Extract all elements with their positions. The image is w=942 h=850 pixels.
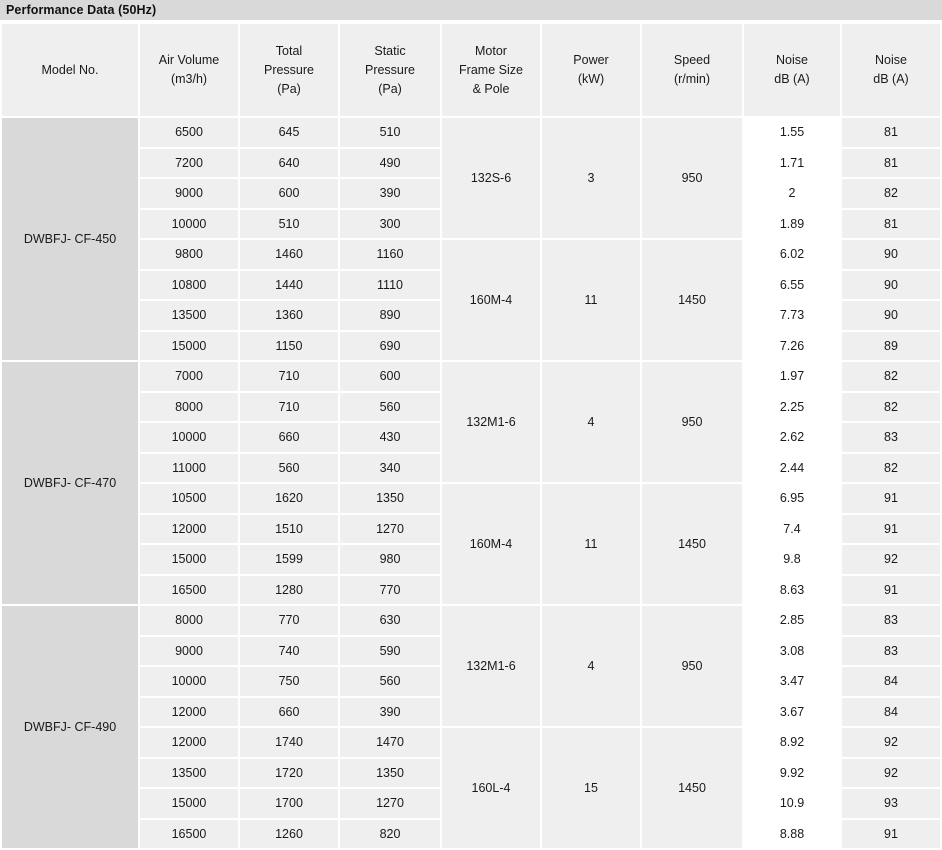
speed-cell: 950 <box>641 117 743 239</box>
table-header <box>1 23 941 117</box>
air-cell: 10800 <box>139 270 239 301</box>
air-cell: 15000 <box>139 331 239 362</box>
static-cell: 430 <box>339 422 441 453</box>
column-header-line: Air Volume <box>158 53 220 67</box>
static-cell: 600 <box>339 361 441 392</box>
table-row <box>1 117 941 148</box>
noise2-cell: 82 <box>841 178 941 209</box>
total-cell: 710 <box>239 392 339 423</box>
noise1-cell: 6.02 <box>743 239 841 270</box>
noise2-cell: 91 <box>841 514 941 545</box>
noise2-cell: 82 <box>841 361 941 392</box>
static-cell: 1110 <box>339 270 441 301</box>
air-cell: 11000 <box>139 453 239 484</box>
column-header-line: (m3/h) <box>170 72 208 86</box>
column-header-line: Pressure <box>263 62 315 77</box>
total-cell: 770 <box>239 605 339 636</box>
noise2-cell: 83 <box>841 636 941 667</box>
noise2-cell: 90 <box>841 300 941 331</box>
static-cell: 390 <box>339 697 441 728</box>
speed-cell: 1450 <box>641 239 743 361</box>
column-header-2 <box>239 23 339 117</box>
noise1-cell: 2.62 <box>743 422 841 453</box>
speed-cell: 1450 <box>641 483 743 605</box>
static-cell: 560 <box>339 392 441 423</box>
motor-frame-cell: 160M-4 <box>441 483 541 605</box>
air-cell: 9000 <box>139 178 239 209</box>
air-cell: 6500 <box>139 117 239 148</box>
noise2-cell: 81 <box>841 117 941 148</box>
air-cell: 13500 <box>139 758 239 789</box>
total-cell: 1720 <box>239 758 339 789</box>
noise1-cell: 8.92 <box>743 727 841 758</box>
column-header-line: dB (A) <box>873 72 909 86</box>
total-cell: 1460 <box>239 239 339 270</box>
static-cell: 1350 <box>339 758 441 789</box>
static-cell: 980 <box>339 544 441 575</box>
sheet-title-bar <box>0 0 942 22</box>
noise2-cell: 81 <box>841 209 941 240</box>
noise1-cell: 8.63 <box>743 575 841 606</box>
column-header-line: Power <box>573 53 609 67</box>
total-cell: 1260 <box>239 819 339 850</box>
motor-frame-cell: 132M1-6 <box>441 361 541 483</box>
air-cell: 10000 <box>139 666 239 697</box>
air-cell: 7200 <box>139 148 239 179</box>
column-header-line: dB (A) <box>774 72 810 86</box>
total-cell: 510 <box>239 209 339 240</box>
table-row <box>1 727 941 758</box>
table-row <box>1 239 941 270</box>
noise1-cell: 3.08 <box>743 636 841 667</box>
noise1-cell: 1.55 <box>743 117 841 148</box>
total-cell: 660 <box>239 422 339 453</box>
noise2-cell: 90 <box>841 239 941 270</box>
static-cell: 560 <box>339 666 441 697</box>
total-cell: 640 <box>239 148 339 179</box>
static-cell: 510 <box>339 117 441 148</box>
table-row <box>1 483 941 514</box>
static-cell: 340 <box>339 453 441 484</box>
air-cell: 8000 <box>139 605 239 636</box>
power-cell: 15 <box>541 727 641 849</box>
column-header-line: Speed <box>673 53 711 67</box>
table-row <box>1 361 941 392</box>
noise1-cell: 6.95 <box>743 483 841 514</box>
column-header-7 <box>743 23 841 117</box>
column-header-0 <box>1 23 139 117</box>
speed-cell: 950 <box>641 361 743 483</box>
power-cell: 3 <box>541 117 641 239</box>
model-name-cell: DWBFJ- CF-470 <box>1 361 139 605</box>
total-cell: 1360 <box>239 300 339 331</box>
noise2-cell: 92 <box>841 758 941 789</box>
total-cell: 1440 <box>239 270 339 301</box>
total-cell: 560 <box>239 453 339 484</box>
column-header-8 <box>841 23 941 117</box>
noise2-cell: 82 <box>841 453 941 484</box>
column-header-line: (r/min) <box>673 72 711 86</box>
air-cell: 13500 <box>139 300 239 331</box>
motor-frame-cell: 160M-4 <box>441 239 541 361</box>
power-cell: 11 <box>541 239 641 361</box>
air-cell: 12000 <box>139 727 239 758</box>
noise1-cell: 2.44 <box>743 453 841 484</box>
noise2-cell: 92 <box>841 727 941 758</box>
noise2-cell: 93 <box>841 788 941 819</box>
header-row <box>1 23 941 117</box>
air-cell: 15000 <box>139 788 239 819</box>
noise2-cell: 92 <box>841 544 941 575</box>
total-cell: 740 <box>239 636 339 667</box>
total-cell: 1599 <box>239 544 339 575</box>
total-cell: 1510 <box>239 514 339 545</box>
total-cell: 660 <box>239 697 339 728</box>
column-header-line: (Pa) <box>378 81 402 96</box>
table-row <box>1 605 941 636</box>
noise2-cell: 91 <box>841 819 941 850</box>
air-cell: 12000 <box>139 697 239 728</box>
column-header-line: Total <box>275 43 303 58</box>
column-header-line: & Pole <box>472 81 510 96</box>
noise1-cell: 1.97 <box>743 361 841 392</box>
power-cell: 4 <box>541 605 641 727</box>
static-cell: 820 <box>339 819 441 850</box>
air-cell: 10000 <box>139 209 239 240</box>
noise1-cell: 1.89 <box>743 209 841 240</box>
column-header-line: (kW) <box>577 72 605 86</box>
motor-frame-cell: 132M1-6 <box>441 605 541 727</box>
noise1-cell: 3.67 <box>743 697 841 728</box>
air-cell: 10000 <box>139 422 239 453</box>
static-cell: 1160 <box>339 239 441 270</box>
column-header-line: Noise <box>776 53 808 67</box>
column-header-line: Frame Size <box>459 62 523 77</box>
noise1-cell: 9.8 <box>743 544 841 575</box>
noise1-cell: 3.47 <box>743 666 841 697</box>
total-cell: 1700 <box>239 788 339 819</box>
static-cell: 770 <box>339 575 441 606</box>
column-header-line: Motor <box>475 43 507 58</box>
static-cell: 390 <box>339 178 441 209</box>
column-header-line: (Pa) <box>277 81 301 96</box>
noise2-cell: 83 <box>841 605 941 636</box>
power-cell: 4 <box>541 361 641 483</box>
total-cell: 1150 <box>239 331 339 362</box>
static-cell: 1270 <box>339 514 441 545</box>
column-header-line: Noise <box>875 53 907 67</box>
speed-cell: 1450 <box>641 727 743 849</box>
noise1-cell: 7.26 <box>743 331 841 362</box>
static-cell: 490 <box>339 148 441 179</box>
static-cell: 300 <box>339 209 441 240</box>
motor-frame-cell: 132S-6 <box>441 117 541 239</box>
noise1-cell: 9.92 <box>743 758 841 789</box>
noise2-cell: 91 <box>841 483 941 514</box>
column-header-line: Static <box>374 43 406 58</box>
static-cell: 690 <box>339 331 441 362</box>
total-cell: 1740 <box>239 727 339 758</box>
model-name-cell: DWBFJ- CF-490 <box>1 605 139 849</box>
motor-frame-cell: 160L-4 <box>441 727 541 849</box>
noise2-cell: 84 <box>841 697 941 728</box>
page-title: Performance Data (50Hz) <box>6 3 157 17</box>
total-cell: 645 <box>239 117 339 148</box>
static-cell: 630 <box>339 605 441 636</box>
noise2-cell: 82 <box>841 392 941 423</box>
static-cell: 1350 <box>339 483 441 514</box>
air-cell: 8000 <box>139 392 239 423</box>
noise1-cell: 10.9 <box>743 788 841 819</box>
noise1-cell: 2.85 <box>743 605 841 636</box>
column-header-line: Model No. <box>41 62 99 77</box>
noise2-cell: 81 <box>841 148 941 179</box>
power-cell: 11 <box>541 483 641 605</box>
performance-table <box>0 22 942 850</box>
air-cell: 16500 <box>139 819 239 850</box>
static-cell: 1270 <box>339 788 441 819</box>
noise2-cell: 91 <box>841 575 941 606</box>
air-cell: 12000 <box>139 514 239 545</box>
noise1-cell: 7.73 <box>743 300 841 331</box>
column-header-5 <box>541 23 641 117</box>
air-cell: 7000 <box>139 361 239 392</box>
air-cell: 15000 <box>139 544 239 575</box>
noise1-cell: 7.4 <box>743 514 841 545</box>
total-cell: 710 <box>239 361 339 392</box>
air-cell: 9000 <box>139 636 239 667</box>
noise2-cell: 90 <box>841 270 941 301</box>
speed-cell: 950 <box>641 605 743 727</box>
noise2-cell: 84 <box>841 666 941 697</box>
noise1-cell: 6.55 <box>743 270 841 301</box>
total-cell: 1280 <box>239 575 339 606</box>
column-header-line: Pressure <box>364 62 416 77</box>
column-header-4 <box>441 23 541 117</box>
noise1-cell: 2 <box>743 178 841 209</box>
table-body <box>1 117 941 849</box>
noise2-cell: 83 <box>841 422 941 453</box>
total-cell: 1620 <box>239 483 339 514</box>
model-name-cell: DWBFJ- CF-450 <box>1 117 139 361</box>
column-header-1 <box>139 23 239 117</box>
static-cell: 1470 <box>339 727 441 758</box>
noise1-cell: 8.88 <box>743 819 841 850</box>
static-cell: 590 <box>339 636 441 667</box>
column-header-6 <box>641 23 743 117</box>
noise1-cell: 1.71 <box>743 148 841 179</box>
noise1-cell: 2.25 <box>743 392 841 423</box>
column-header-3 <box>339 23 441 117</box>
air-cell: 10500 <box>139 483 239 514</box>
total-cell: 750 <box>239 666 339 697</box>
total-cell: 600 <box>239 178 339 209</box>
air-cell: 16500 <box>139 575 239 606</box>
air-cell: 9800 <box>139 239 239 270</box>
noise2-cell: 89 <box>841 331 941 362</box>
static-cell: 890 <box>339 300 441 331</box>
